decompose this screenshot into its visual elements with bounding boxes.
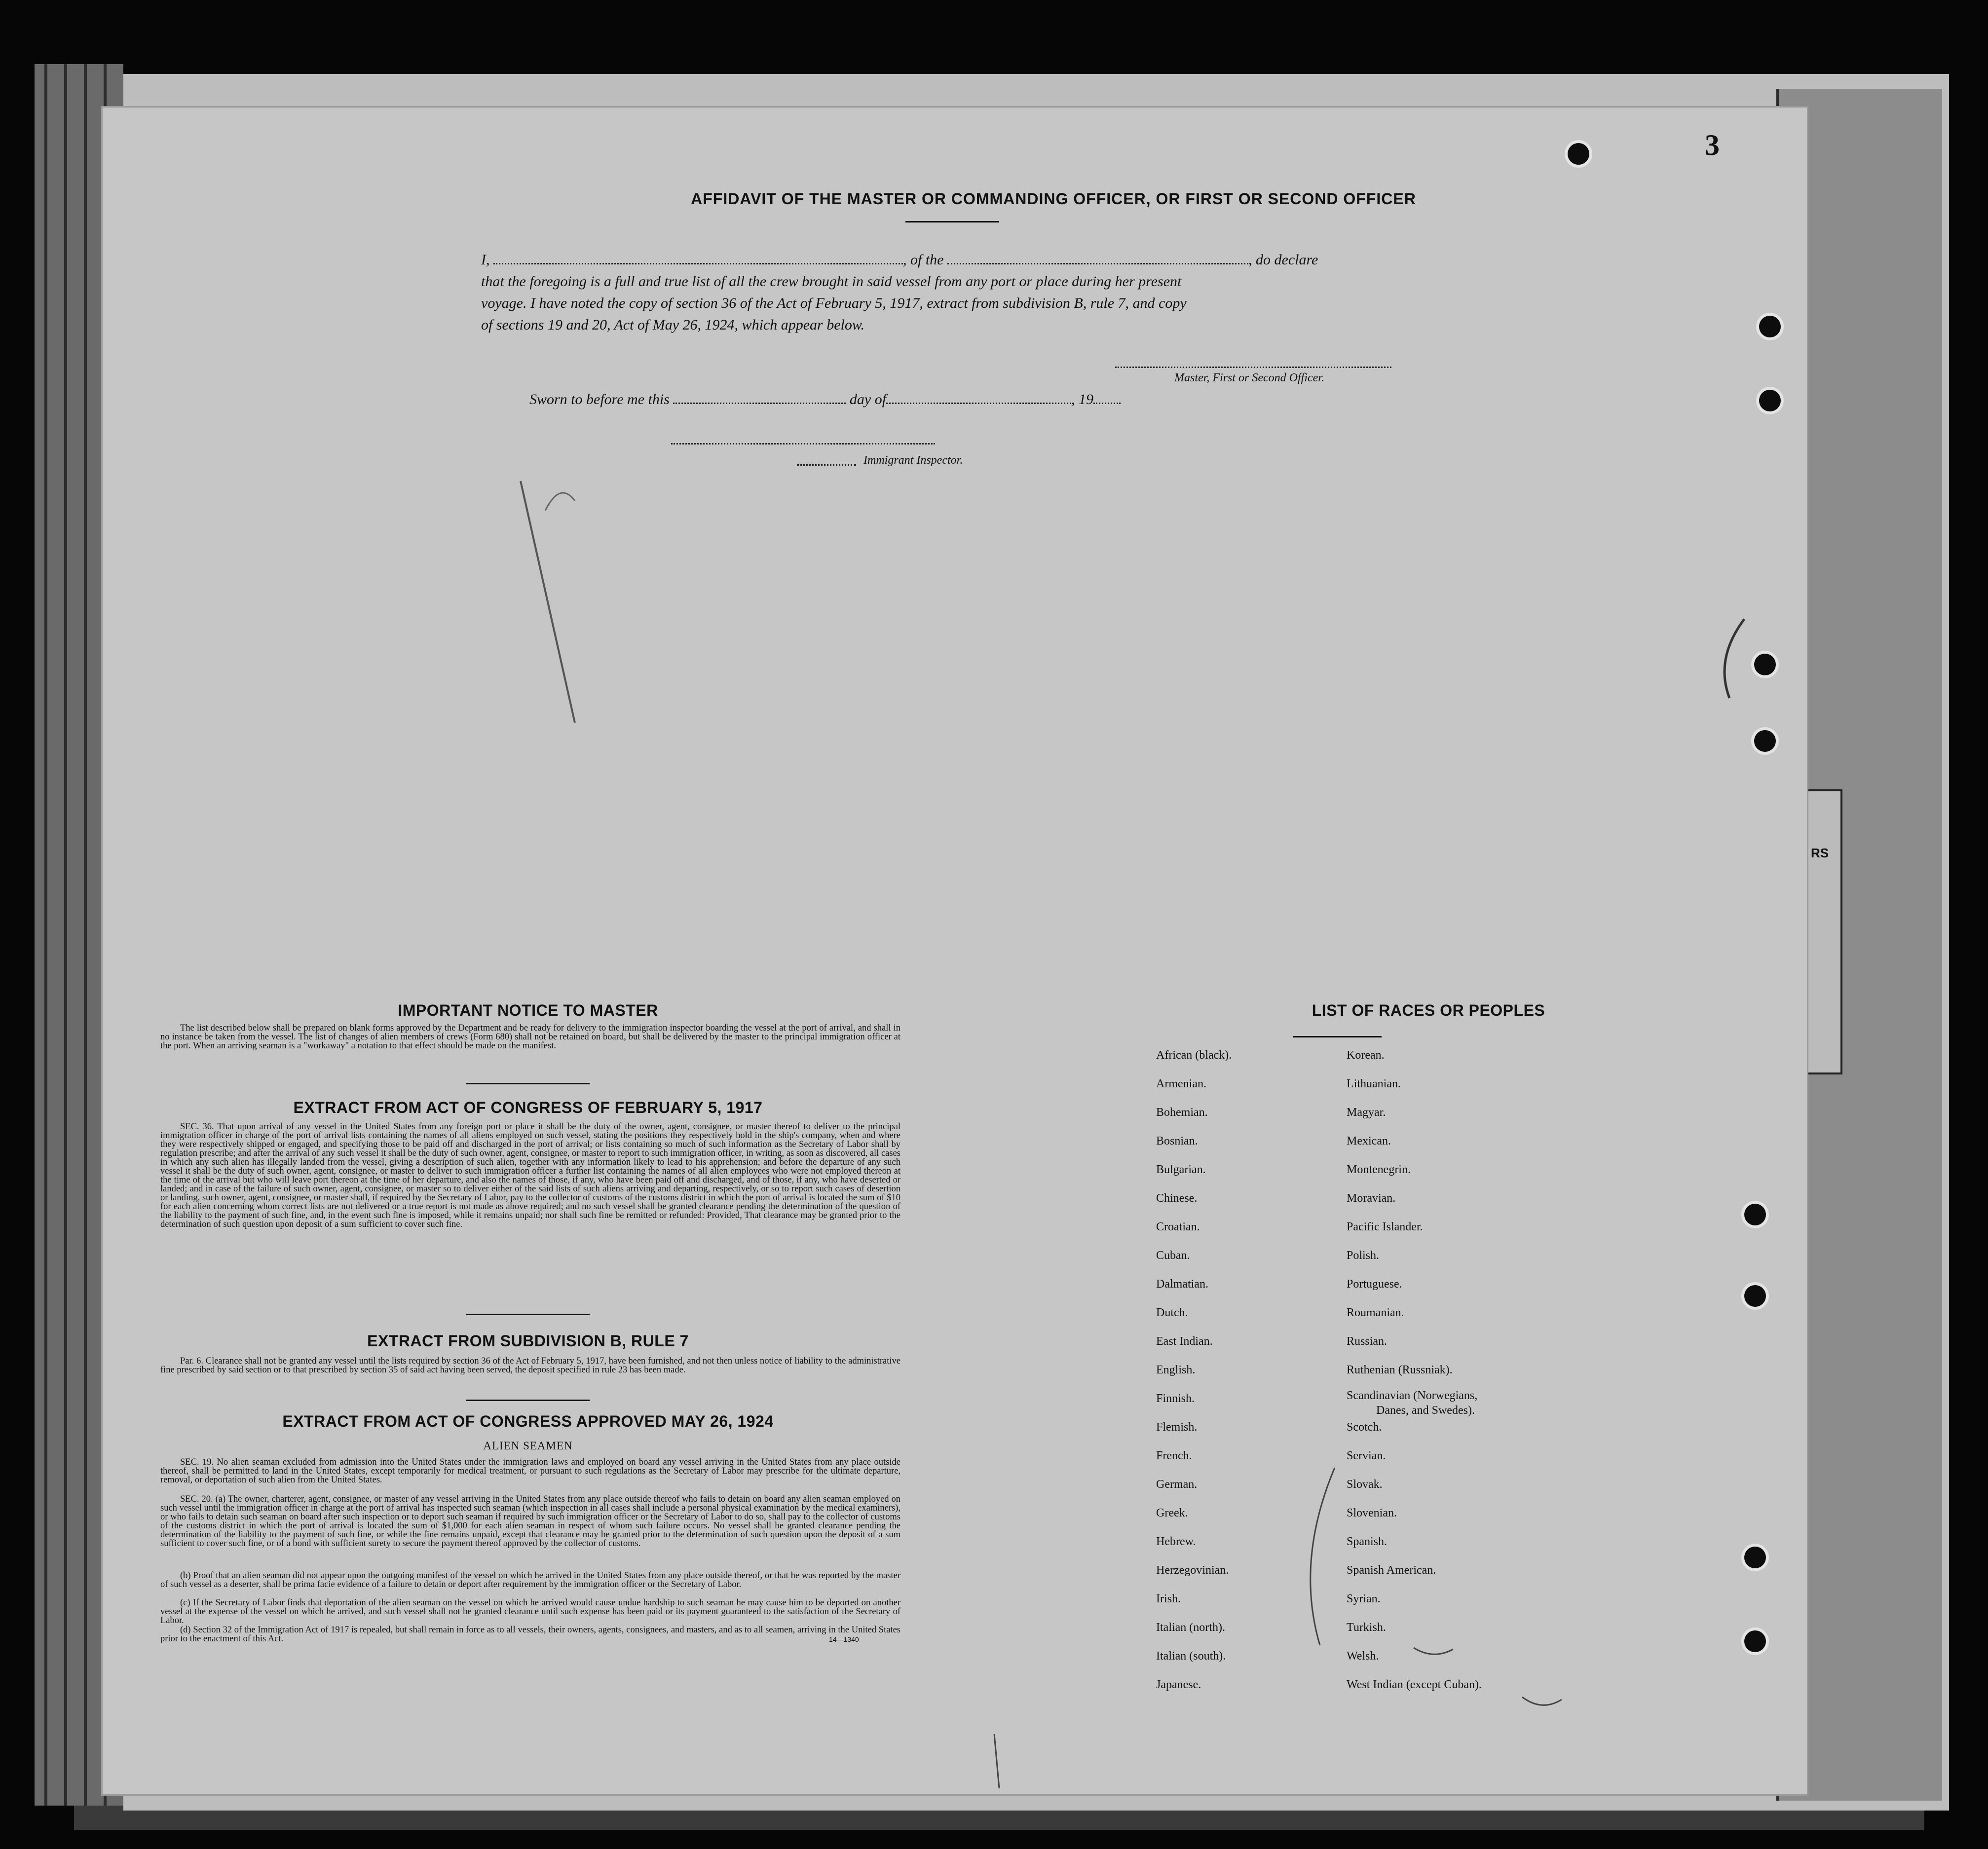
race-item: East Indian.	[1156, 1335, 1213, 1348]
sworn-label: Sworn to before me this	[529, 391, 670, 407]
race-item: Dalmatian.	[1156, 1278, 1208, 1291]
name-blank	[493, 253, 903, 264]
race-item: Italian (north).	[1156, 1621, 1225, 1634]
race-item: Japanese.	[1156, 1678, 1201, 1691]
race-item: Magyar.	[1347, 1106, 1386, 1119]
extract-1924-title: EXTRACT FROM ACT OF CONGRESS APPROVED MAY 26, 1924	[282, 1412, 774, 1430]
races-underline	[1293, 1036, 1382, 1037]
edge-tab	[1806, 789, 1842, 1074]
race-item: Turkish.	[1347, 1621, 1386, 1634]
race-item: Cuban.	[1156, 1249, 1190, 1262]
race-item: Mexican.	[1347, 1135, 1391, 1147]
month-blank	[886, 393, 1071, 404]
sworn-day-blank	[673, 393, 846, 404]
vessel-blank	[947, 253, 1248, 264]
race-item: Hebrew.	[1156, 1535, 1196, 1548]
race-item: Portuguese.	[1347, 1278, 1402, 1291]
race-item: Chinese.	[1156, 1192, 1198, 1205]
race-item: Irish.	[1156, 1592, 1181, 1605]
inspector-caption: Immigrant Inspector.	[863, 454, 963, 467]
sec20a-text: SEC. 20. (a) The owner, charterer, agent, consignee, or master of any vessel arriving in the United States from any place outside thereof who fails to detain on board any alien seaman employed on such vessel until the immigration officer in charge at the port of arrival has inspected such seaman (which inspection in all cases shall include a personal physical examination by the medical examiners), or who fails to detain such seaman on board after such inspection or to deport such seaman if required by such immigration officer or the Secretary of Labor to do so, shall pay to the collector of customs of the customs district in which the port of arrival is located the sum of $1,000 for each alien seaman in respect of whom such failure occurs. No vessel shall be granted clearance pending the determination of the liability to the payment of such fine, or while the fine remains unpaid, except that clearance may be granted prior to the determination of such question upon the deposit of a sum sufficient to cover such fine, or of a bond with sufficient surety to secure the payment thereof approved by the collector of customs.	[160, 1494, 900, 1549]
year-label: , 19	[1071, 391, 1094, 407]
race-item: Italian (south).	[1156, 1650, 1226, 1663]
race-item: Slovenian.	[1347, 1507, 1397, 1519]
race-item: Spanish American.	[1347, 1564, 1436, 1577]
race-item: Roumanian.	[1347, 1306, 1404, 1319]
title-underline	[905, 221, 999, 222]
race-item: Spanish.	[1347, 1535, 1388, 1548]
race-item: Flemish.	[1156, 1421, 1198, 1434]
form-number: 14—1340	[829, 1635, 859, 1643]
margin-number: 3	[1705, 129, 1720, 161]
notice-title: IMPORTANT NOTICE TO MASTER	[398, 1001, 658, 1019]
race-item: Lithuanian.	[1347, 1077, 1401, 1090]
section-divider	[466, 1314, 590, 1315]
race-item: Greek.	[1156, 1507, 1188, 1519]
race-item: Korean.	[1347, 1049, 1385, 1062]
affidavit-page	[101, 106, 1808, 1796]
race-item: English.	[1156, 1364, 1196, 1376]
section-divider	[466, 1083, 590, 1084]
affidavit-body	[481, 249, 1424, 336]
edge-tab-label: RS	[1811, 846, 1829, 860]
affidavit-line4: of sections 19 and 20, Act of May 26, 1924, which appear below.	[481, 317, 865, 333]
race-item-continuation: Danes, and Swedes).	[1376, 1404, 1475, 1417]
race-item: African (black).	[1156, 1049, 1232, 1062]
year-blank	[1093, 393, 1121, 404]
race-item: Ruthenian (Russniak).	[1347, 1364, 1453, 1376]
race-item: Bohemian.	[1156, 1106, 1208, 1119]
race-item: Montenegrin.	[1347, 1163, 1411, 1176]
master-signature-line	[1115, 367, 1391, 368]
rule7-text: Par. 6. Clearance shall not be granted any vessel until the lists required by section 36 of the Act of February 5, 1917, have been furnished, and not then unless notice of liability to the administrative fine prescribed by said section or to that prescribed by section 35 of said act having been served, the deposit specified in rule 23 has been made.	[160, 1356, 900, 1375]
race-item: Scotch.	[1347, 1421, 1382, 1434]
do-declare-label: , do declare	[1248, 252, 1318, 268]
sec20d-text: (d) Section 32 of the Immigration Act of 1917 is repealed, but shall remain in force as to all vessels, their owners, agents, consignees, and masters, and as to all seamen, arriving in the United States prior to the enactment of this Act.	[160, 1625, 900, 1644]
races-right-column	[1347, 1048, 1574, 1695]
race-item: Bosnian.	[1156, 1135, 1198, 1147]
sworn-line	[529, 389, 1368, 410]
inspector-signature-line	[671, 443, 935, 444]
races-title: LIST OF RACES OR PEOPLES	[1312, 1001, 1545, 1019]
inspector-lead-dots	[797, 464, 856, 466]
race-item: Russian.	[1347, 1335, 1388, 1348]
alien-seamen-subtitle: ALIEN SEAMEN	[483, 1440, 573, 1452]
race-item: Moravian.	[1347, 1192, 1396, 1205]
race-item: Bulgarian.	[1156, 1163, 1206, 1176]
race-item: Croatian.	[1156, 1220, 1200, 1233]
race-item: Polish.	[1347, 1249, 1380, 1262]
extract-1917-text: SEC. 36. That upon arrival of any vessel in the United States from any foreign port or place it shall be the duty of the owner, agent, consignee, or master thereof to deliver to the principal immigration officer in charge of the port of arrival lists containing the names of all aliens employed on such vessel, stating the positions they respectively hold in the ship's company, when and where they were respectively shipped or engaged, and specifying those to be paid off and discharged in the port of arrival; or lists containing so much of such information as the Secretary of Labor shall by regulation prescribe; and after the arrival of any such vessel it shall be the duty of such owner, agent, consignee, or master to report to such immigration officer, in writing, as soon as discovered, all cases in which any such alien has illegally landed from the vessel, giving a description of such alien, together with any information likely to lead to his apprehension; and before the departure of any such vessel it shall be the duty of such owner, agent, consignee, or master to deliver to such immigration officer a further list containing the names of all alien employees who were not employed thereon at the time of the arrival but who will leave port thereon at the time of her departure, and also the names of those, if any, who have been paid off and discharged, and of those, if any, who have deserted or landed; and in case of the failure of such owner, agent, consignee, or master so to deliver either of the said lists of such aliens arriving and departing, respectively, or so to report such cases of desertion or landing, such owner, agent, consignee, or master shall, if required by the Secretary of Labor, pay to the collector of customs of the customs district in which the port of arrival is located the sum of $10 for each alien concerning whom correct lists are not delivered or a true report is not made as above required; and no such vessel shall be granted clearance pending the determination of the question of the liability to the payment of such fine, and, in the event such fine is imposed, while it remains unpaid; nor shall such fine be remitted or refunded: Provided, That clearance may be granted prior to the determination of such question upon deposit of a sum sufficient to cover such fine.	[160, 1122, 900, 1229]
affidavit-line3: voyage. I have noted the copy of section 36 of the Act of February 5, 1917, extract from subdivision B, rule 7, and copy	[481, 295, 1187, 311]
race-item: Dutch.	[1156, 1306, 1188, 1319]
i-label: I,	[481, 252, 490, 268]
day-of-label: day of	[849, 391, 887, 407]
race-item: French.	[1156, 1449, 1192, 1462]
race-item: German.	[1156, 1478, 1198, 1491]
extract-1917-title: EXTRACT FROM ACT OF CONGRESS OF FEBRUARY 5, 1917	[293, 1099, 763, 1116]
sec20c-text: (c) If the Secretary of Labor finds that deportation of the alien seaman on the vessel on which he arrived would cause undue hardship to such seaman he may cause him to be deported on another vessel at the expense of the vessel on which he arrived, and such vessel shall not be granted clearance until such expense has been paid or its payment guaranteed to the satisfaction of the Secretary of Labor.	[160, 1598, 900, 1626]
race-item: Syrian.	[1347, 1592, 1381, 1605]
affidavit-line2: that the foregoing is a full and true list of all the crew brought in said vessel from any port or place during her present	[481, 273, 1182, 290]
sec20b-text: (b) Proof that an alien seaman did not appear upon the outgoing manifest of the vessel on which he arrived in the United States from any place outside thereof, or that he was reported by the master of such vessel as a deserter, shall be prima facie evidence of a failure to detain or deport after requirement by the immigration officer or the Secretary of Labor.	[160, 1571, 900, 1590]
race-item: Armenian.	[1156, 1077, 1206, 1090]
section-divider	[466, 1400, 590, 1401]
race-item: West Indian (except Cuban).	[1347, 1678, 1482, 1691]
race-item: Scandinavian (Norwegians,	[1347, 1389, 1478, 1402]
race-item: Finnish.	[1156, 1392, 1195, 1405]
affidavit-title: AFFIDAVIT OF THE MASTER OR COMMANDING OFFICER, OR FIRST OR SECOND OFFICER	[691, 190, 1416, 208]
of-the-label: , of the	[903, 252, 944, 268]
race-item: Servian.	[1347, 1449, 1386, 1462]
rule7-title: EXTRACT FROM SUBDIVISION B, RULE 7	[367, 1332, 689, 1350]
affidavit-line1	[481, 249, 1424, 271]
race-item: Welsh.	[1347, 1650, 1379, 1663]
sec19-text: SEC. 19. No alien seaman excluded from admission into the United States under the immigration laws and employed on board any vessel arriving in the United States from any place outside thereof, shall be permitted to land in the United States, except temporarily for medical treatment, or pursuant to such regulations as the Secretary of Labor may prescribe for the ultimate departure, removal, or deportation of such alien from the United States.	[160, 1457, 900, 1485]
race-item: Slovak.	[1347, 1478, 1383, 1491]
races-left-column	[1156, 1048, 1329, 1695]
master-caption: Master, First or Second Officer.	[1174, 371, 1324, 384]
race-item: Herzegovinian.	[1156, 1564, 1229, 1577]
race-item: Pacific Islander.	[1347, 1220, 1423, 1233]
notice-text: The list described below shall be prepared on blank forms approved by the Department and be ready for delivery to the immigration inspector boarding the vessel at the port of arrival, and shall in no instance be taken from the vessel. The list of changes of alien members of crews (Form 680) shall not be retained on board, but shall be delivered by the master to the principal immigration officer at the port. When an arriving seaman is a "workaway" a notation to that effect should be made on the manifest.	[160, 1023, 900, 1051]
